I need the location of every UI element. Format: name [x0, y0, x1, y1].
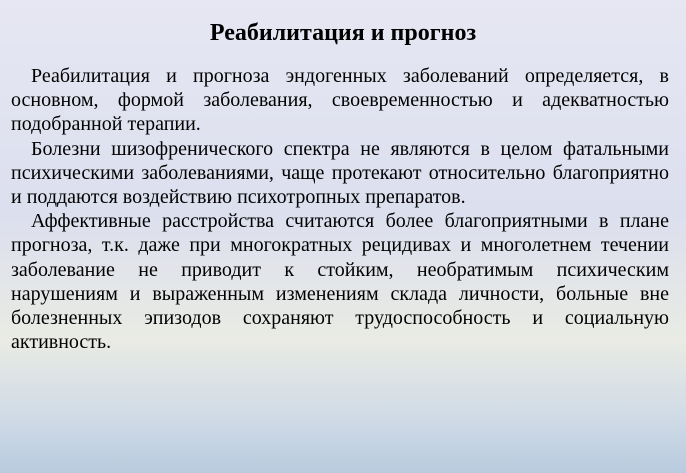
slide-body	[11, 64, 669, 354]
paragraph-schizophrenia-spectrum: Болезни шизофренического спектра не являются в целом фатальными психическими заболеваниями, чаще протекают относительно благоприятно и поддаются воздействию психотропных препаратов.	[11, 137, 669, 209]
slide-title: Реабилитация и прогноз	[209, 20, 477, 46]
paragraph-affective-disorders: Аффективные расстройства считаются более благоприятными в плане прогноза, т.к. даже при многократных рецидивах и многолетнем течении заболевание не приводит к стойким, необратимым психическим нарушениям и выраженным изменениям склада личности, больные вне болезненных эпизодов сохраняют трудоспособность и социальную активность.	[11, 210, 669, 354]
paragraph-rehabilitation: Реабилитация и прогноза эндогенных заболеваний определяется, в основном, формой заболевания, своевременностью и адекватностью подобранной терапии.	[11, 65, 669, 136]
